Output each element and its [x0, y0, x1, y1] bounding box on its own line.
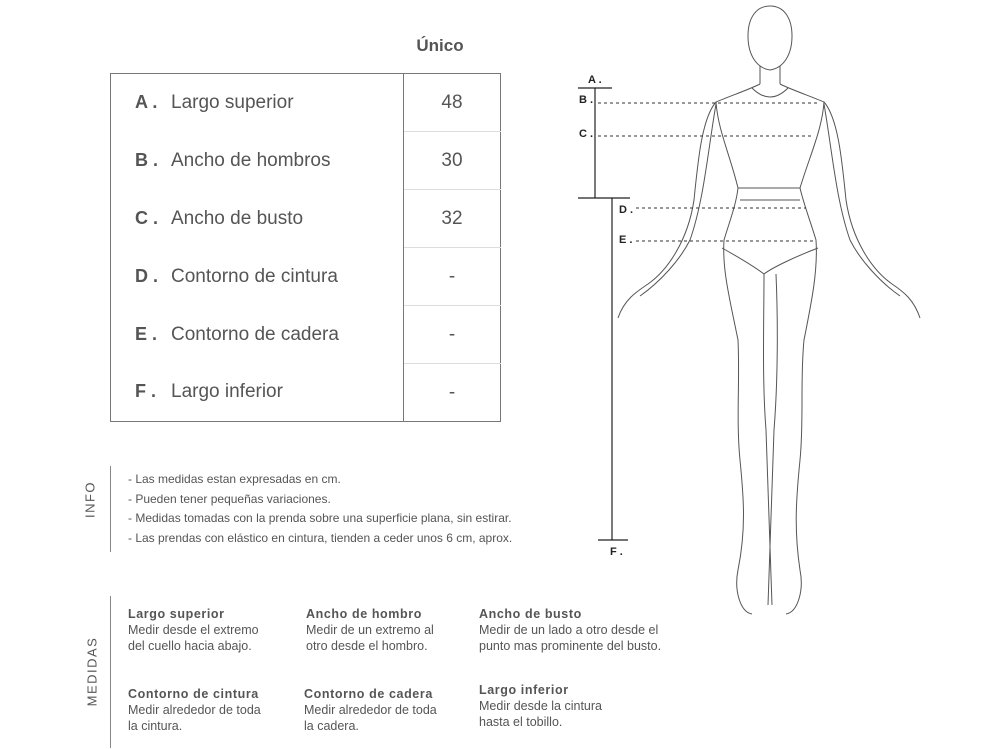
row-letter: B . — [135, 149, 159, 170]
measure-title: Contorno de cadera — [304, 687, 433, 701]
measure-desc: Medir de un extremo al — [306, 623, 434, 637]
row-value: 48 — [441, 91, 463, 113]
measure-title: Largo inferior — [479, 683, 569, 697]
size-column-header: Único — [416, 36, 464, 55]
neck-outline — [760, 66, 780, 84]
measure-title: Ancho de busto — [479, 607, 582, 621]
info-item: - Las medidas estan expresadas en cm. — [128, 472, 341, 486]
row-letter: C . — [135, 207, 159, 228]
neckline — [752, 88, 788, 97]
measure-desc: hasta el tobillo. — [479, 715, 563, 729]
briefs — [722, 248, 818, 274]
label-f: F . — [610, 546, 623, 558]
row-letter: D . — [135, 265, 159, 286]
top-band — [738, 188, 800, 200]
medidas-title: MEDIDAS — [84, 636, 100, 707]
inner-legs — [764, 274, 778, 605]
right-body-outline — [780, 84, 920, 614]
measure-title: Contorno de cintura — [128, 687, 259, 701]
measure-desc: Medir desde el extremo — [128, 623, 259, 637]
row-value: - — [404, 306, 501, 364]
measure-title: Ancho de hombro — [306, 607, 422, 621]
row-value: - — [404, 364, 501, 422]
left-inner-arm — [640, 104, 716, 296]
measure-desc: otro desde el hombro. — [306, 639, 428, 653]
row-letter: E . — [135, 323, 158, 344]
row-name: Ancho de busto — [171, 207, 304, 229]
row-value: - — [404, 248, 501, 306]
measure-desc: Medir alrededor de toda — [304, 703, 437, 717]
right-inner-arm — [824, 104, 900, 296]
measure-desc: punto mas prominente del busto. — [479, 639, 662, 653]
row-name: Largo superior — [171, 91, 294, 113]
label-d: D . — [619, 204, 634, 216]
label-e: E . — [619, 234, 633, 246]
row-letter: F . — [135, 381, 156, 402]
info-title: INFO — [82, 480, 98, 519]
head-outline — [748, 6, 792, 70]
left-body-outline — [618, 84, 760, 614]
measure-desc: Medir de un lado a otro desde el — [479, 623, 659, 637]
label-a: A . — [588, 74, 602, 86]
measure-title: Largo superior — [128, 607, 225, 621]
row-value: 30 — [404, 132, 501, 190]
measure-desc: del cuello hacia abajo. — [128, 639, 252, 653]
row-value: 32 — [404, 190, 501, 248]
measure-desc: Medir desde la cintura — [479, 699, 602, 713]
label-c: C . — [579, 128, 594, 140]
info-item: - Medidas tomadas con la prenda sobre una superficie plana, sin estirar. — [128, 511, 512, 525]
row-name: Largo inferior — [171, 381, 283, 403]
measure-desc: la cintura. — [128, 719, 183, 733]
measure-desc: la cadera. — [304, 719, 359, 733]
row-name: Ancho de hombros — [171, 149, 331, 171]
info-item: - Las prendas con elástico en cintura, tienden a ceder unos 6 cm, aprox. — [128, 530, 513, 545]
measure-desc: Medir alrededor de toda — [128, 703, 261, 717]
row-name: Contorno de cadera — [171, 323, 339, 345]
info-item: - Pueden tener pequeñas variaciones. — [128, 491, 331, 506]
row-letter: A . — [135, 91, 158, 112]
label-b: B . — [579, 94, 594, 106]
row-name: Contorno de cintura — [171, 265, 338, 287]
